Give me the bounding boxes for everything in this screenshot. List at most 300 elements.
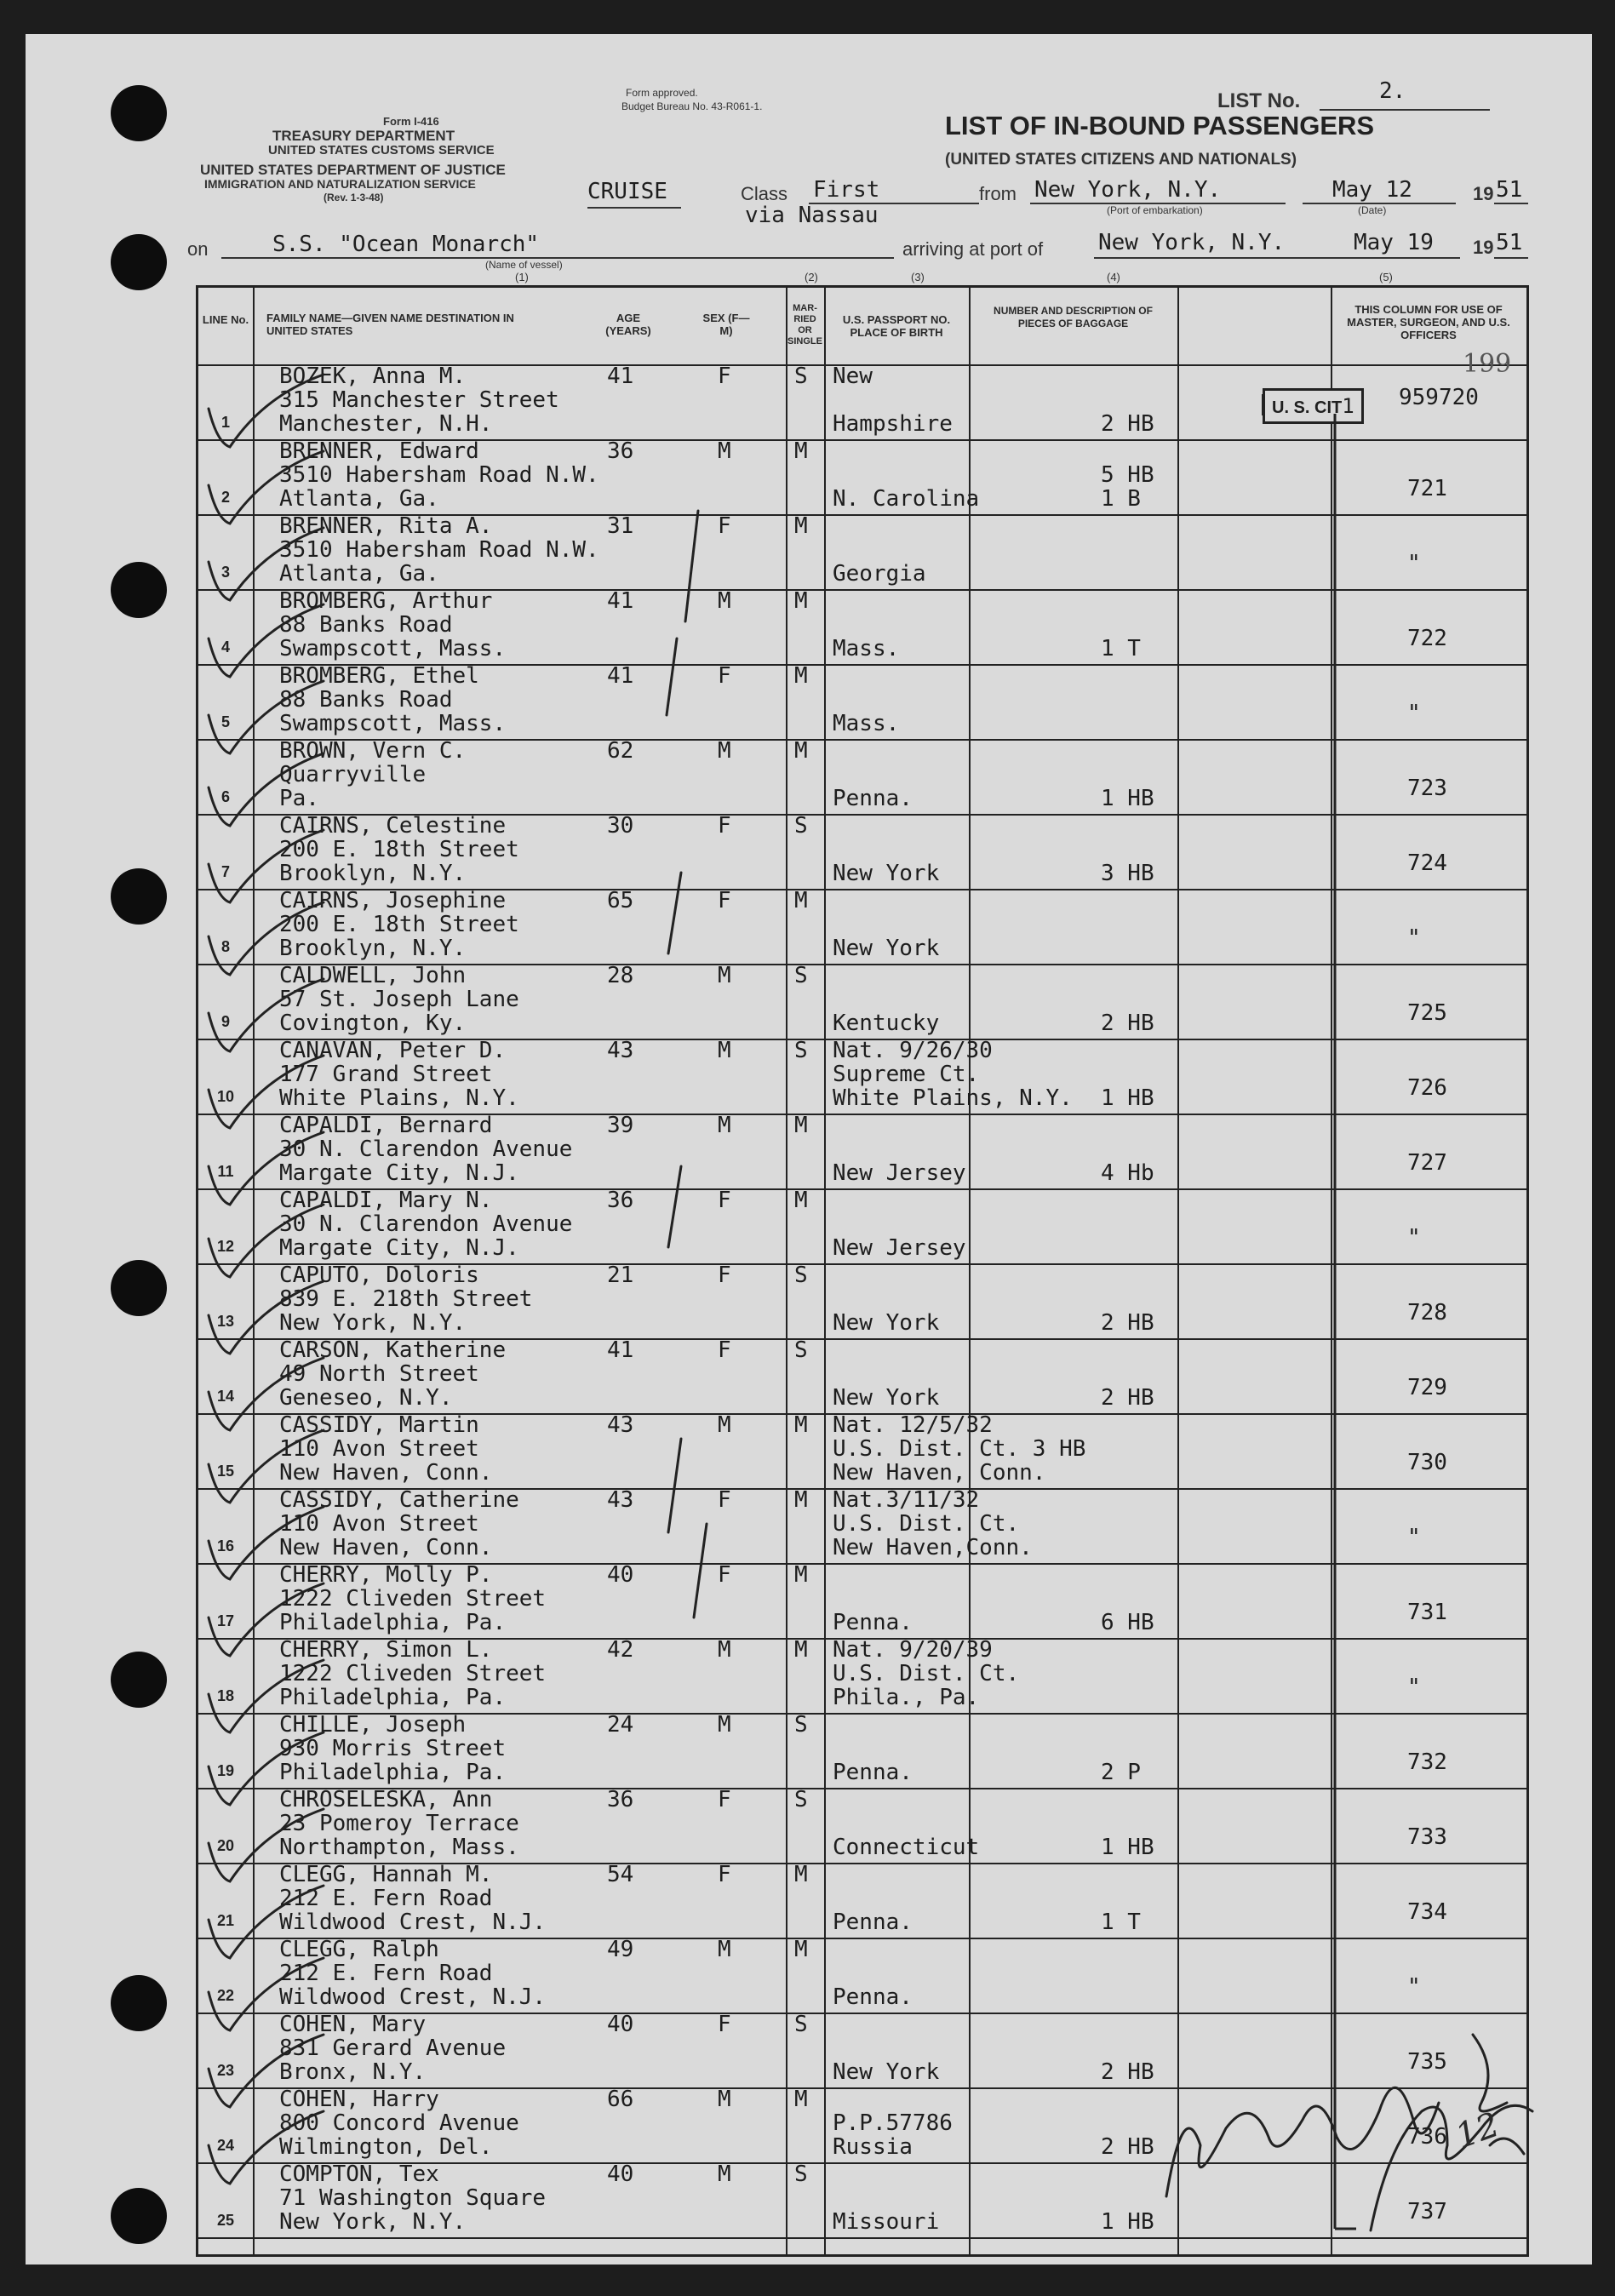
age: 36 [607,1787,634,1812]
age: 30 [607,813,634,839]
passenger-name: BRENNER, Edward [279,438,479,464]
officer-number: 732 [1407,1749,1447,1775]
sex: M [718,588,731,614]
arrive-year-line [1494,257,1528,259]
address-line-1: 30 N. Clarendon Avenue [279,1211,573,1237]
passenger-name: CASSIDY, Martin [279,1412,479,1438]
passenger-name: COHEN, Harry [279,2087,439,2112]
marital-status: S [794,1263,808,1288]
binder-hole [111,85,167,141]
line-number: 8 [220,938,230,955]
marital-status: M [794,2087,808,2112]
age: 41 [607,588,634,614]
address-line-2: Margate City, N.J. [279,1160,519,1186]
stamp-bracket [198,288,1526,2254]
marital-status: M [794,1562,808,1588]
baggage-2: 1 HB [1101,786,1154,811]
address-line-1: 3510 Habersham Road N.W. [279,462,599,488]
sex: F [718,1487,731,1513]
marital-status: M [794,588,808,614]
address-line-2: Geneseo, N.Y. [279,1385,453,1411]
baggage-2: 2 HB [1101,1310,1154,1336]
birthplace: Penna. [833,1610,913,1635]
dept-customs: UNITED STATES CUSTOMS SERVICE [268,143,495,157]
line-number: 22 [216,1987,235,2004]
passport-line-2: U.S. Dist. Ct. 3 HB [833,1436,1086,1462]
col-num-3: (3) [911,271,925,283]
address-line-1: 839 E. 218th Street [279,1286,533,1312]
arriving-label: arriving at port of [902,238,1044,260]
sex: F [718,2012,731,2037]
cruise-underline [587,207,681,209]
address-line-1: 200 E. 18th Street [279,837,519,862]
passenger-name: CHILLE, Joseph [279,1712,467,1738]
address-line-1: 88 Banks Road [279,687,453,713]
arrive-port: New York, N.Y. [1098,230,1286,255]
marital-status: M [794,1637,808,1663]
age: 43 [607,1038,634,1063]
address-line-2: Wildwood Crest, N.J. [279,1910,547,1935]
passport-line-1: Nat.3/11/32 [833,1487,980,1513]
sex: M [718,738,731,764]
sex: F [718,364,731,389]
officer-number: " [1407,551,1421,576]
sex: M [718,1412,731,1438]
line-number: 14 [216,1388,235,1405]
age: 36 [607,1188,634,1213]
address-line-1: 88 Banks Road [279,612,453,638]
address-line-2: Swampscott, Mass. [279,636,507,661]
marital-status: M [794,663,808,689]
address-line-2: Margate City, N.J. [279,1235,519,1261]
marital-status: M [794,438,808,464]
passenger-name: CAPALDI, Bernard [279,1113,493,1138]
line-number: 5 [220,713,230,730]
revision: (Rev. 1-3-48) [324,192,384,203]
col-header-officers: THIS COLUMN FOR USE OF MASTER, SURGEON, AND U.S. OFFICERS [1347,303,1510,341]
marital-status: M [794,513,808,539]
birthplace: Mass. [833,711,900,736]
marital-status: S [794,813,808,839]
baggage-2: 2 HB [1101,1011,1154,1036]
officer-number: 727 [1407,1150,1447,1176]
age: 28 [607,963,634,988]
address-line-2: Atlanta, Ga. [279,486,439,512]
col-header-passport: U.S. PASSPORT NO. PLACE OF BIRTH [842,313,951,339]
birthplace: Russia [833,2134,913,2160]
line-number: 7 [220,863,230,880]
address-line-1: 110 Avon Street [279,1436,479,1462]
form-approved: Form approved. [626,87,698,99]
class-value: First [813,177,880,203]
age: 40 [607,2161,634,2187]
address-line-2: New York, N.Y. [279,2209,467,2235]
officer-number: 734 [1407,1899,1447,1925]
age: 36 [607,438,634,464]
arrive-date: May 19 [1354,230,1434,255]
officer-number: 729 [1407,1375,1447,1400]
line-number: 16 [216,1537,235,1555]
line-number: 12 [216,1238,235,1255]
sex: F [718,663,731,689]
list-no-value: 2. [1379,78,1406,104]
col-num-1: (1) [515,271,529,283]
age: 24 [607,1712,634,1738]
address-line-2: Brooklyn, N.Y. [279,936,467,961]
officer-number: 737 [1407,2199,1447,2224]
binder-hole [111,868,167,925]
address-line-2: Wilmington, Del. [279,2134,493,2160]
address-line-2: Northampton, Mass. [279,1835,519,1860]
address-line-2: New York, N.Y. [279,1310,467,1336]
address-line-2: Philadelphia, Pa. [279,1760,507,1785]
passenger-name: CHROSELESKA, Ann [279,1787,493,1812]
binder-hole [111,562,167,618]
sex: M [718,1637,731,1663]
officer-number: 724 [1407,850,1447,876]
list-subtitle: (UNITED STATES CITIZENS AND NATIONALS) [945,151,1297,169]
sex: M [718,438,731,464]
col-header-married: MAR-RIED OR SINGLE [787,303,822,346]
officer-number: 731 [1407,1600,1447,1625]
dept-justice: UNITED STATES DEPARTMENT OF JUSTICE [200,162,506,178]
birthplace: New York [833,2059,940,2085]
address-line-2: Manchester, N.H. [279,411,493,437]
passenger-name: BROMBERG, Ethel [279,663,479,689]
baggage-2: 2 HB [1101,1385,1154,1411]
birthplace: Penna. [833,1910,913,1935]
age: 39 [607,1113,634,1138]
baggage-2: 3 HB [1101,861,1154,886]
birthplace: Missouri [833,2209,940,2235]
col-header-line: LINE No. [202,313,249,326]
marital-status: S [794,963,808,988]
officer-number: 735 [1407,2049,1447,2075]
officer-number: 723 [1407,776,1447,801]
passenger-name: CLEGG, Ralph [279,1937,439,1962]
list-title: LIST OF IN-BOUND PASSENGERS [945,111,1375,140]
col-num-5: (5) [1379,271,1393,283]
birthplace: New Jersey [833,1235,966,1261]
address-line-1: 831 Gerard Avenue [279,2035,507,2061]
birthplace: Penna. [833,786,913,811]
age: 41 [607,364,634,389]
officer-number: " [1407,1974,1421,2000]
line-number: 19 [216,1762,235,1779]
line-number: 3 [220,564,230,581]
age: 40 [607,1562,634,1588]
age: 43 [607,1487,634,1513]
passport-line-1: New [833,364,873,389]
stamp-number: 959720 [1399,385,1479,410]
stamp-label: U. S. CIT [1272,398,1343,417]
sex: M [718,963,731,988]
line-number: 9 [220,1013,230,1030]
address-line-1: 1222 Cliveden Street [279,1661,547,1686]
age: 49 [607,1937,634,1962]
line-number: 10 [216,1088,235,1105]
officer-number: " [1407,1225,1421,1251]
address-line-1: 57 St. Joseph Lane [279,987,519,1012]
marital-status: M [794,1188,808,1213]
baggage-2: 6 HB [1101,1610,1154,1635]
address-line-2: Covington, Ky. [279,1011,467,1036]
passenger-name: CASSIDY, Catherine [279,1487,519,1513]
sex: F [718,1337,731,1363]
birthplace: New Jersey [833,1160,966,1186]
birthplace: New York [833,861,940,886]
sex: F [718,513,731,539]
via-value: via Nassau [745,203,879,228]
sex: F [718,1188,731,1213]
vessel-caption: (Name of vessel) [485,259,563,271]
marital-status: M [794,888,808,913]
passport-line-2: U.S. Dist. Ct. [833,1661,1020,1686]
passenger-name: BOZEK, Anna M. [279,364,467,389]
age: 65 [607,888,634,913]
baggage-1: 5 HB [1101,462,1154,488]
passport-line-2: U.S. Dist. Ct. [833,1511,1020,1537]
birthplace: New Haven,Conn. [833,1535,1033,1560]
birthplace: Georgia [833,561,926,587]
passenger-table [196,285,1529,2257]
marital-status: S [794,1787,808,1812]
birthplace: New York [833,1385,940,1411]
arrive-line [1094,257,1460,259]
address-line-2: Brooklyn, N.Y. [279,861,467,886]
marital-status: M [794,1862,808,1887]
sex: M [718,1937,731,1962]
col-header-name: FAMILY NAME—GIVEN NAME DESTINATION IN UNITED STATES [266,312,514,337]
line-number: 13 [216,1313,235,1330]
address-line-1: 49 North Street [279,1361,479,1387]
passenger-name: CAIRNS, Celestine [279,813,507,839]
passenger-name: CAIRNS, Josephine [279,888,507,913]
binder-hole [111,2188,167,2244]
line-number: 11 [217,1163,234,1180]
list-no-label: LIST No. [1217,89,1301,112]
age: 40 [607,2012,634,2037]
dept-immigration: IMMIGRATION AND NATURALIZATION SERVICE [204,177,476,191]
sex: F [718,1263,731,1288]
address-line-2: Atlanta, Ga. [279,561,439,587]
sex: M [718,1038,731,1063]
binder-hole [111,234,167,290]
line-number: 6 [220,788,230,805]
line-number: 2 [220,489,230,506]
baggage-2: 1 T [1101,1910,1141,1935]
line-number: 15 [216,1463,235,1480]
age: 31 [607,513,634,539]
birthplace: Phila., Pa. [833,1685,980,1710]
date-caption: (Date) [1358,204,1387,216]
marital-status: M [794,1487,808,1513]
address-line-2: New Haven, Conn. [279,1535,493,1560]
birthplace: Connecticut [833,1835,980,1860]
birthplace: Mass. [833,636,900,661]
address-line-2: Pa. [279,786,319,811]
birthplace: Penna. [833,1760,913,1785]
passenger-name: BRENNER, Rita A. [279,513,493,539]
sex: M [718,1712,731,1738]
age: 66 [607,2087,634,2112]
form-number: Form I-416 [383,115,439,128]
address-line-1: Quarryville [279,762,427,787]
passport-line-2: P.P.57786 [833,2110,953,2136]
address-line-1: 930 Morris Street [279,1736,507,1761]
marital-status: M [794,1113,808,1138]
passenger-name: CAPALDI, Mary N. [279,1188,493,1213]
officer-number: 721 [1407,476,1447,501]
age: 21 [607,1263,634,1288]
birthplace: Hampshire [833,411,953,437]
marital-status: M [794,1412,808,1438]
class-label: Class [741,183,788,204]
officer-number: 726 [1407,1075,1447,1101]
birthplace: New York [833,1310,940,1336]
officer-number: 725 [1407,1000,1447,1026]
sex: F [718,813,731,839]
passenger-name: COHEN, Mary [279,2012,427,2037]
passport-line-1: Nat. 9/20/39 [833,1637,993,1663]
from-year: 51 [1496,177,1523,203]
birthplace: New Haven, Conn. [833,1460,1046,1486]
passenger-name: COMPTON, Tex [279,2161,439,2187]
on-label: on [187,238,209,260]
arrive-year-prefix: 19 [1473,237,1494,258]
baggage-2: 1 HB [1101,1085,1154,1111]
address-line-2: Philadelphia, Pa. [279,1610,507,1635]
passenger-name: CALDWELL, John [279,963,467,988]
line-number: 4 [220,638,230,656]
sex: F [718,888,731,913]
address-line-1: 30 N. Clarendon Avenue [279,1137,573,1162]
birthplace: White Plains, N.Y. [833,1085,1073,1111]
passenger-name: CARSON, Katherine [279,1337,507,1363]
line-number: 1 [220,414,230,431]
line-number: 21 [216,1912,235,1929]
marital-status: S [794,1337,808,1363]
arrive-year: 51 [1496,230,1523,255]
manifest-page [26,34,1592,2265]
sex: M [718,2161,731,2187]
address-line-1: 212 E. Fern Road [279,1961,493,1986]
sex: M [718,2087,731,2112]
binder-hole [111,1652,167,1708]
passenger-name: BROWN, Vern C. [279,738,467,764]
address-line-1: 315 Manchester Street [279,387,559,413]
address-line-1: 71 Washington Square [279,2185,547,2211]
passenger-name: CANAVAN, Peter D. [279,1038,507,1063]
officer-number: " [1407,1675,1421,1700]
baggage-2: 1 HB [1101,1835,1154,1860]
line-number: 23 [216,2062,235,2079]
passenger-name: BROMBERG, Arthur [279,588,493,614]
address-line-2: New Haven, Conn. [279,1460,493,1486]
address-line-2: Philadelphia, Pa. [279,1685,507,1710]
inspector-note: 12 [1450,2104,1505,2157]
address-line-1: 110 Avon Street [279,1511,479,1537]
marital-status: M [794,1937,808,1962]
officer-number: 733 [1407,1824,1447,1850]
baggage-2: 1 B [1101,486,1141,512]
line-number: 18 [216,1687,235,1704]
col-num-4: (4) [1107,271,1120,283]
officer-number: 722 [1407,626,1447,651]
marital-status: S [794,2012,808,2037]
cruise-label: CRUISE [587,179,667,204]
marital-status: S [794,1038,808,1063]
baggage-2: 2 HB [1101,2059,1154,2085]
officer-number: 728 [1407,1300,1447,1325]
marital-status: S [794,2161,808,2187]
from-date: May 12 [1332,177,1412,203]
birthplace: Penna. [833,1984,913,2010]
passenger-name: CHERRY, Molly P. [279,1562,493,1588]
from-port: New York, N.Y. [1034,177,1222,203]
age: 62 [607,738,634,764]
officer-number: 736 [1407,2124,1447,2150]
col-header-baggage: NUMBER AND DESCRIPTION OF PIECES OF BAGGAGE [994,305,1153,329]
sex: F [718,1787,731,1812]
address-line-1: 177 Grand Street [279,1062,493,1087]
birthplace: Kentucky [833,1011,940,1036]
sex: F [718,1862,731,1887]
officer-number: " [1407,701,1421,726]
passport-line-1: Nat. 9/26/30 [833,1038,993,1063]
baggage-2: 2 HB [1101,411,1154,437]
address-line-2: Wildwood Crest, N.J. [279,1984,547,2010]
sex: M [718,1113,731,1138]
officer-number: " [1407,925,1421,951]
line-number: 24 [216,2137,235,2154]
baggage-2: 4 Hb [1101,1160,1154,1186]
baggage-2: 1 T [1101,636,1141,661]
col-header-age: AGE (YEARS) [605,312,651,337]
birthplace: N. Carolina [833,486,980,512]
address-line-2: Swampscott, Mass. [279,711,507,736]
col-header-sex: SEX (F—M) [702,312,750,337]
line-number: 20 [216,1837,235,1854]
col-num-2: (2) [805,271,818,283]
passport-line-1: Nat. 12/5/32 [833,1412,993,1438]
passport-line-2: Supreme Ct. [833,1062,980,1087]
passenger-name: CLEGG, Hannah M. [279,1862,493,1887]
line-number: 17 [216,1612,235,1629]
address-line-1: 23 Pomeroy Terrace [279,1811,519,1836]
port-embarkation-caption: (Port of embarkation) [1107,204,1203,216]
page-number: 199 [1463,349,1512,379]
age: 54 [607,1862,634,1887]
address-line-1: 1222 Cliveden Street [279,1586,547,1612]
age: 43 [607,1412,634,1438]
stamp-number-prefix: 1 [1342,394,1354,418]
binder-hole [111,1975,167,2031]
address-line-1: 200 E. 18th Street [279,912,519,937]
line-number: 25 [216,2212,235,2229]
age: 41 [607,1337,634,1363]
address-line-2: Bronx, N.Y. [279,2059,427,2085]
age: 42 [607,1637,634,1663]
passenger-name: CAPUTO, Doloris [279,1263,479,1288]
age: 41 [607,663,634,689]
marital-status: S [794,1712,808,1738]
officer-number: " [1407,1525,1421,1550]
address-line-2: White Plains, N.Y. [279,1085,519,1111]
vessel-name: S.S. "Ocean Monarch" [272,232,540,257]
from-year-line [1494,203,1528,204]
from-year-prefix: 19 [1473,183,1494,204]
